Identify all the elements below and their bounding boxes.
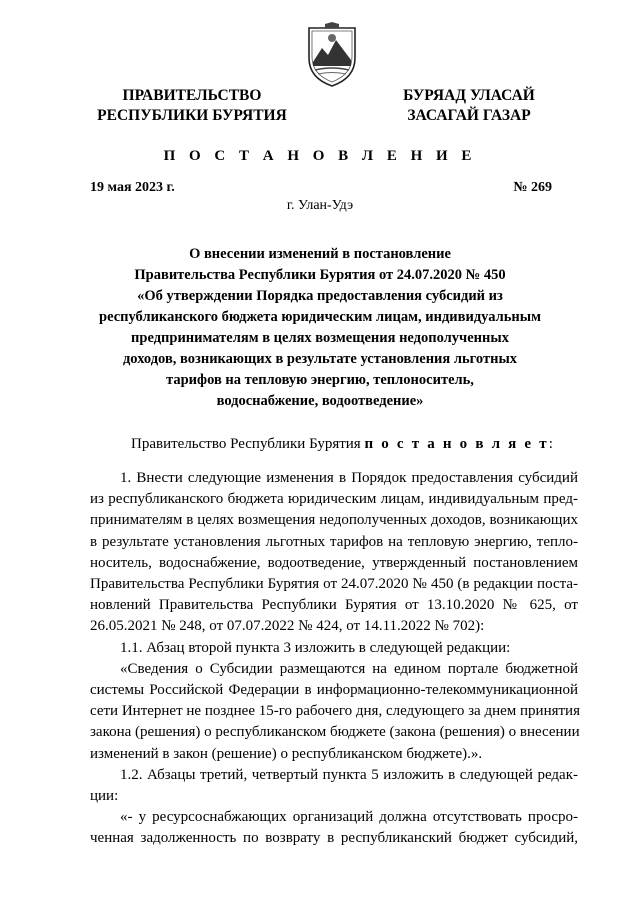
document-type-title: П О С Т А Н О В Л Е Н И Е: [163, 148, 477, 164]
body-line: 1.1. Абзац второй пункта 3 изложить в следующей редакции:: [120, 639, 511, 656]
body-line: ченная задолженность по возврату в республиканский бюджет субсидий,: [90, 830, 578, 847]
coat-of-arms-emblem: [305, 22, 359, 88]
header-right-line-1: БУРЯАД УЛАСАЙ: [403, 87, 535, 104]
document-date: 19 мая 2023 г.: [90, 180, 175, 195]
government-name-buryat: [384, 86, 554, 126]
document-city: г. Улан-Удэ: [286, 198, 354, 213]
subject-line: доходов, возникающих в результате установления льготных: [122, 351, 518, 367]
preamble-emphasis: п о с т а н о в л я е т: [364, 436, 549, 452]
subject-line: О внесении изменений в постановление: [189, 246, 451, 262]
document-subject: [80, 244, 560, 412]
body-line: «Сведения о Субсидии размещаются на едином портале бюджетной: [120, 660, 578, 677]
subject-line: предпринимателям в целях возмещения недополученных: [131, 330, 509, 346]
body-line: 1. Внести следующие изменения в Порядок предоставления субсидий: [120, 470, 578, 486]
body-line: новлений Правительства Республики Бурятия от 13.10.2020 № 625, от: [90, 597, 578, 614]
body-line: в результате установления льготных тарифов на тепловую энергию, тепло-: [90, 533, 578, 550]
subject-line: водоснабжение, водоотведение»: [216, 393, 424, 409]
subject-line: тарифов на тепловую энергию, теплоноситель,: [166, 372, 474, 388]
body-line: носитель, водоснабжение, водоотведение, утвержденный постановлением: [90, 554, 578, 571]
subject-line: республиканского бюджета юридическим лицам, индивидуальным: [99, 309, 541, 325]
document-body: [90, 468, 578, 850]
body-line: Правительства Республики Бурятия от 24.07.2020 № 450 (в редакции поста-: [90, 576, 578, 593]
body-line: сети Интернет не позднее 15-го рабочего дня, следующего за днем принятия: [90, 703, 580, 720]
header-right-line-2: ЗАСАГАЙ ГАЗАР: [407, 107, 531, 124]
header-left-line-1: ПРАВИТЕЛЬСТВО: [122, 87, 262, 104]
body-line: из республиканского бюджета юридическим лицам, индивидуальным пред-: [90, 491, 578, 508]
preamble: [131, 436, 553, 453]
preamble-text: Правительство Республики Бурятия: [131, 436, 361, 452]
body-line: изменений в закон (решение) о республиканском бюджете).».: [90, 745, 483, 762]
body-line: закона (решения) о республиканском бюджете (закона (решения) о внесении: [90, 724, 580, 741]
body-line: системы Российской Федерации в информационно-телекоммуникационной: [90, 682, 578, 699]
subject-line: «Об утверждении Порядка предоставления субсидий из: [137, 288, 503, 304]
document-number: № 269: [513, 180, 552, 195]
subject-line: Правительства Республики Бурятия от 24.07.2020 № 450: [134, 267, 506, 283]
body-line: 26.05.2021 № 248, от 07.07.2022 № 424, от 14.11.2022 № 702):: [90, 618, 485, 635]
body-line: принимателям в целях возмещения недополученных доходов, возникающих: [90, 512, 578, 529]
body-line: 1.2. Абзацы третий, четвертый пункта 5 изложить в следующей редак-: [120, 766, 578, 783]
preamble-colon: :: [548, 436, 553, 452]
government-name-russian: [78, 86, 306, 126]
body-line: «- у ресурсоснабжающих организаций должна отсутствовать просро-: [120, 809, 578, 826]
header-left-line-2: РЕСПУБЛИКИ БУРЯТИЯ: [97, 107, 287, 124]
body-line: ции:: [90, 788, 119, 805]
